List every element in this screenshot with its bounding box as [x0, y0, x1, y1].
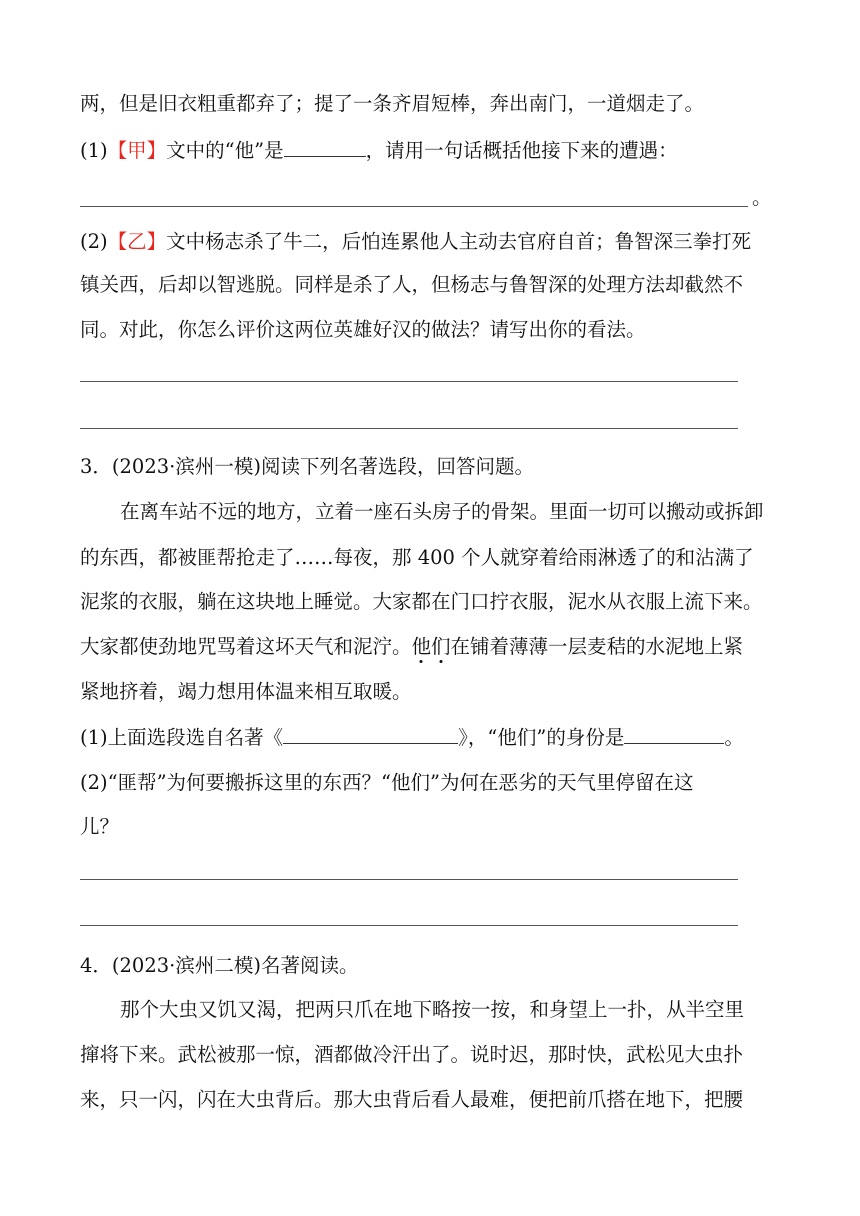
emphasis-char: 他: [411, 635, 432, 658]
question-line: (2)“匪帮”为何要搬拆这里的东西？“他们”为何在恶劣的天气里停留在这: [80, 771, 694, 794]
passage-tag-yi: 【乙】: [107, 230, 167, 253]
answer-line[interactable]: [80, 428, 738, 429]
answer-blank[interactable]: [284, 138, 366, 157]
question-text: (1)上面选段选自名著《: [80, 726, 284, 749]
question-number: (2): [80, 230, 108, 253]
question-1-line: [80, 138, 780, 163]
question-text: ，请用一句话概括他接下来的遭遇：: [365, 139, 678, 162]
book-title-blank[interactable]: [283, 725, 458, 744]
question-number: (1): [80, 139, 108, 162]
passage-text: 在铺着薄薄一层麦秸的水泥地上紧: [450, 635, 744, 658]
answer-line[interactable]: [80, 206, 748, 207]
passage-line: 撺将下来。武松被那一惊，酒都做冷汗出了。说时迟，那时快，武松见大虫扑: [80, 1043, 744, 1066]
passage-line: 来，只一闪，闪在大虫背后。那大虫背后看人最难，便把前爪搭在地下，把腰: [80, 1088, 744, 1111]
question-line: [80, 725, 780, 750]
question-text: 文中杨志杀了牛二，后怕连累他人主动去官府自首；鲁智深三拳打死: [166, 230, 752, 253]
passage-line: 的东西，都被匪帮抢走了……每夜，那 400 个人就穿着给雨淋透了的和沾满了: [80, 546, 754, 569]
answer-line[interactable]: [80, 381, 738, 382]
passage-line: 紧地挤着，竭力想用体温来相互取暖。: [80, 680, 412, 703]
passage-line: 泥浆的衣服，躺在这块地上睡觉。大家都在门口拧衣服，泥水从衣服上流下来。: [80, 590, 763, 613]
passage-text: 大家都使劲地咒骂着这坏天气和泥泞。: [80, 635, 412, 658]
passage-line: [80, 635, 780, 659]
period: 。: [752, 186, 772, 209]
passage-tag-jia: 【甲】: [107, 139, 167, 162]
passage-line: 在离车站不远的地方，立着一座石头房子的骨架。里面一切可以搬动或拆卸: [120, 500, 764, 523]
item-3-header: 3．(2023·滨州一模)阅读下列名著选段，回答问题。: [80, 455, 534, 478]
answer-line[interactable]: [80, 925, 738, 926]
question-text: 文中的“他”是: [166, 139, 284, 162]
answer-line[interactable]: [80, 879, 738, 880]
identity-blank[interactable]: [624, 725, 724, 744]
passage-line: 那个大虫又饥又渴，把两只爪在地下略按一按，和身望上一扑，从半空里: [120, 998, 745, 1021]
question-2-line: 镇关西，后却以智逃脱。同样是杀了人，但杨志与鲁智深的处理方法却截然不: [80, 273, 744, 296]
emphasis-char: 们: [431, 635, 451, 658]
question-text: 》，“他们”的身份是: [458, 726, 625, 749]
question-text: 。: [724, 726, 744, 749]
paragraph-line: 两，但是旧衣粗重都弃了；提了一条齐眉短棒，奔出南门，一道烟走了。: [80, 92, 705, 115]
question-2-line: 同。对此，你怎么评价这两位英雄好汉的做法？请写出你的看法。: [80, 318, 646, 341]
question-2-line: [80, 230, 780, 254]
question-line: 儿？: [80, 815, 120, 838]
item-4-header: 4．(2023·滨州二模)名著阅读。: [80, 954, 359, 977]
